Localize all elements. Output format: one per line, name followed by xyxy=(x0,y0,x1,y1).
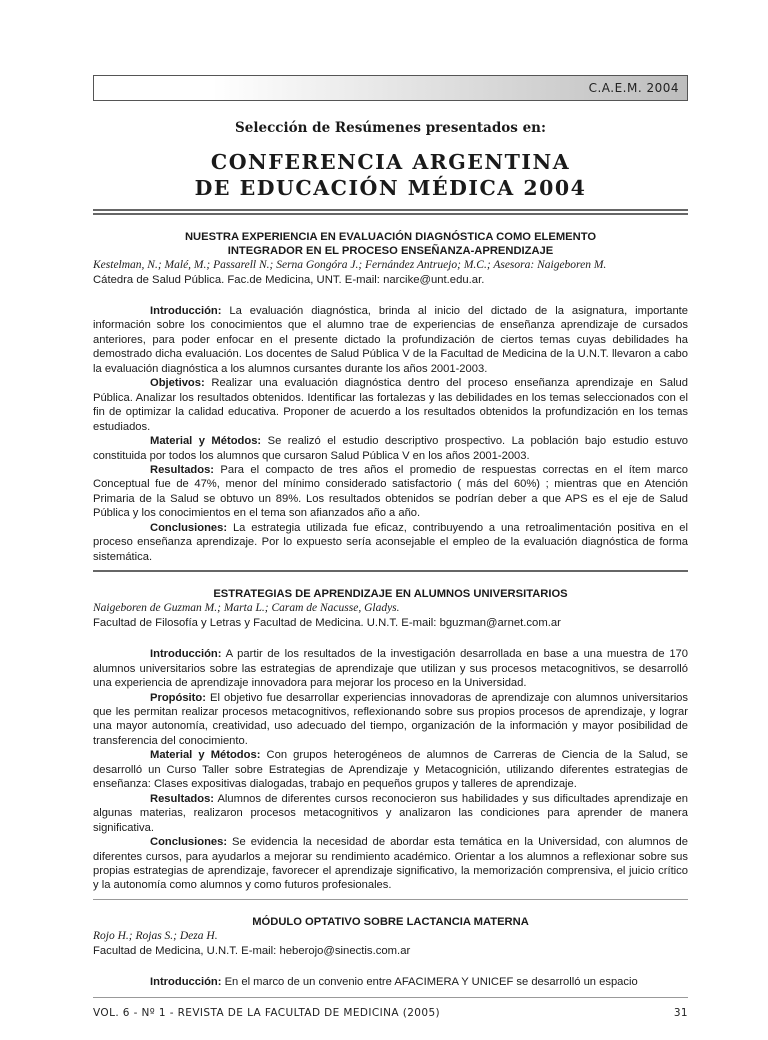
section-subtitle: Selección de Resúmenes presentados en: xyxy=(235,120,546,136)
footer-divider xyxy=(93,997,688,998)
article-1 xyxy=(93,230,688,564)
paragraph: Material y Métodos: Con grupos heterogéneos de alumnos de Carreras de Ciencia de la Salud, se desarrolló un Curso Taller sobre Estrategias de Aprendizaje y Metacognición, utilizando diferentes estrategias de enseñanza: Clases expositivas dialogadas, trabajo en pequeños grupos y talleres de aprendizaje. xyxy=(93,749,688,791)
paragraph: Resultados: Para el compacto de tres años el promedio de respuestas correctas en el ítem marco Conceptual fue de 47%, menor del mínimo considerado satisfactorio ( más del 60%) ; mientras que en Atención Primaria de la Salud se obtuvo un 89%. Los resultados obtenidos se podrían deber a que APS es el eje de Salud Pública y los conocimientos en el tema son afianzados año a año. xyxy=(93,463,688,520)
paragraph: Material y Métodos: Se realizó el estudio descriptivo prospectivo. La población bajo estudio estuvo constituida por todos los alumnos que cursaron Salud Pública V en los años 2001-2003. xyxy=(93,435,689,462)
paragraph: Propósito: El objetivo fue desarrollar experiencias innovadoras de aprendizaje con alumnos universitarios que les permitan realizar procesos metacognitivos, reflexionando sobre sus propios procesos de aprendizaje, y lograr una mayor autonomía, creatividad, uso adecuado del tiempo, organización de la información y mayor posibilidad de transferencia del conocimiento. xyxy=(93,691,688,747)
paragraph: Introducción: A partir de los resultados de la investigación desarrollada en base a una muestra de 170 alumnos universitarios sobre las estrategias de aprendizaje que utilizan y sus procesos metacognitivos, se desarrolló una experiencia de aprendizaje innovadora para mejorar los proceso en la Universidad. xyxy=(93,648,688,690)
page xyxy=(93,0,688,1040)
paragraph: Objetivos: Realizar una evaluación diagnóstica dentro del proceso enseñanza aprendizaje en Salud Pública. Analizar los resultados obtenidos. Identificar las fortalezas y las debilidades en los temas seleccionados con el fin de optimizar la calidad educativa. Proponer de acuerdo a los resultados obtenidos la profundización en los temas estudiados. xyxy=(93,377,688,433)
divider xyxy=(93,570,688,572)
double-divider xyxy=(93,209,688,215)
article-body xyxy=(93,647,688,893)
conference-title xyxy=(93,149,688,201)
conference-title-line: DE EDUCACIÓN MÉDICA 2004 xyxy=(194,176,587,200)
article-affiliation: Cátedra de Salud Pública. Fac.de Medicina, UNT. E-mail: narcike@unt.edu.ar. xyxy=(93,274,485,286)
article-body xyxy=(93,975,688,989)
article-affiliation: Facultad de Medicina, U.N.T. E-mail: heberojo@sinectis.com.ar xyxy=(93,944,411,957)
page-footer xyxy=(93,1006,688,1020)
page-number: 31 xyxy=(673,1007,688,1020)
article-title: ESTRATEGIAS DE APRENDIZAJE EN ALUMNOS UNIVERSITARIOS xyxy=(213,588,568,601)
conference-tag: C.A.E.M. 2004 xyxy=(588,81,679,95)
article-title: MÓDULO OPTATIVO SOBRE LACTANCIA MATERNA xyxy=(252,915,529,928)
conference-title-line: CONFERENCIA ARGENTINA xyxy=(210,150,571,174)
running-header xyxy=(93,75,688,101)
article-2 xyxy=(93,587,688,893)
paragraph: Conclusiones: La estrategia utilizada fue eficaz, contribuyendo a una retroalimentación positiva en el proceso enseñanza aprendizaje. Por lo expuesto sería aconsejable el empleo de la evaluación diagnóstica de forma sistemática. xyxy=(93,521,688,563)
article-authors: Naigeboren de Guzman M.; Marta L.; Caram de Nacusse, Gladys. xyxy=(93,602,400,615)
article-affiliation: Facultad de Filosofía y Letras y Facultad de Medicina. U.N.T. E-mail: bguzman@arnet.com.ar xyxy=(93,617,561,630)
journal-info: VOL. 6 - Nº 1 - REVISTA DE LA FACULTAD DE MEDICINA (2005) xyxy=(93,1007,441,1020)
divider xyxy=(93,899,688,900)
paragraph: Introducción: La evaluación diagnóstica, brinda al inicio del dictado de la asignatura, importante información sobre los conocimientos que el alumno trae de experiencias de enseñanza aprendizaje de cursados anteriores, para poder enfocar en el presente dictado la profundización de ciertos temas cuyas debilidades ha demostrado dicha evaluación. Los docentes de Salud Pública V de la Facultad de Medicina de la U.N.T. llevaron a cabo la evaluación diagnóstica a los alumnos cursantes durante los años 2001-2003. xyxy=(93,305,688,375)
paragraph: Resultados: Alumnos de diferentes cursos reconocieron sus habilidades y sus dificultades aprendizaje en algunas materias, realizaron procesos metacognitivos y analizaron las condiciones para aprender de manera significativa. xyxy=(93,792,688,834)
article-3 xyxy=(93,915,688,989)
paragraph: Conclusiones: Se evidencia la necesidad de abordar esta temática en la Universidad, con alumnos de diferentes cursos, para ayudarlos a mejorar su rendimiento académico. Orientar a los alumnos a reflexionar sobre sus propias estrategias de aprendizaje, favorecer el aprendizaje significativo, la memorización comprensiva, el juicio crítico y la autonomía como alumnos y como futuros profesionales. xyxy=(93,836,688,892)
article-authors: Kestelman, N.; Malé, M.; Passarell N.; Serna Gongóra J.; Fernández Antruejo; M.C.; Asesora: Naigeboren M. xyxy=(93,259,607,271)
article-authors: Rojo H.; Rojas S.; Deza H. xyxy=(93,929,218,942)
article-body xyxy=(93,304,688,564)
paragraph: Introducción: En el marco de un convenio entre AFACIMERA Y UNICEF se desarrolló un espacio xyxy=(150,975,638,988)
article-title: NUESTRA EXPERIENCIA EN EVALUACIÓN DIAGNÓSTICA COMO ELEMENTO INTEGRADOR EN EL PROCESO ENSEÑANZA-APRENDIZAJE xyxy=(184,231,597,257)
